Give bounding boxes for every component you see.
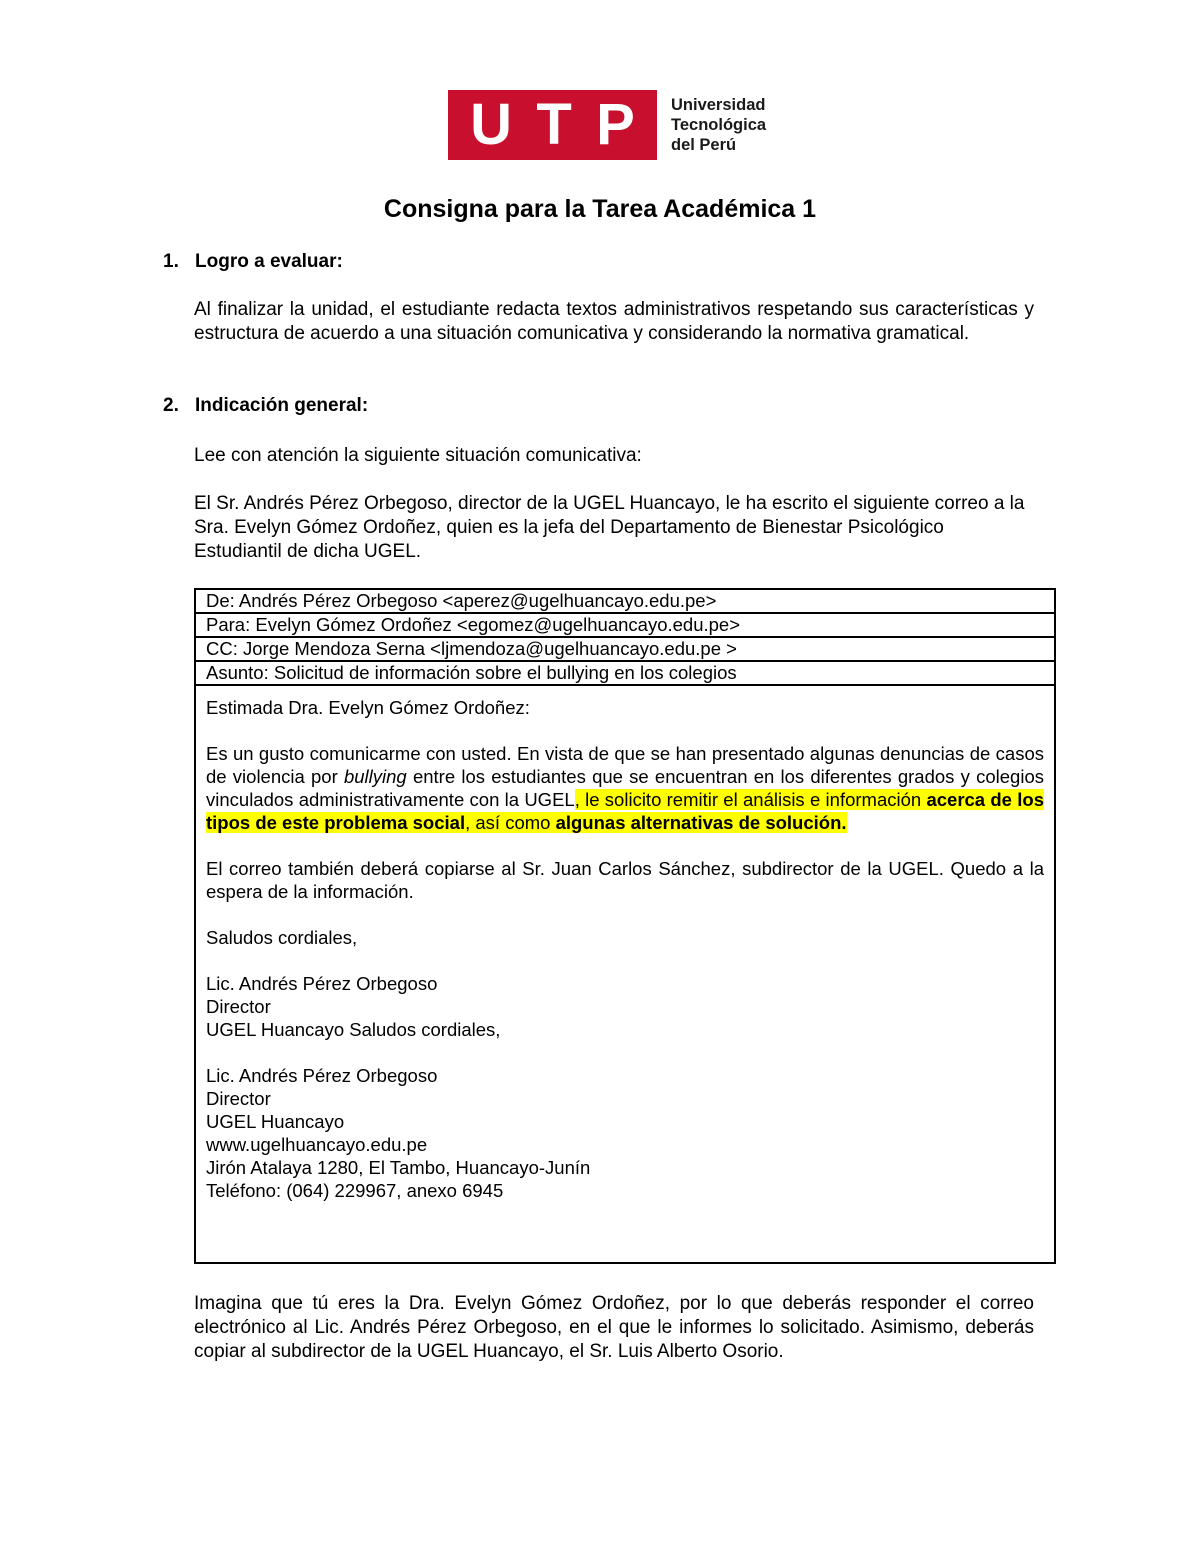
signature-1-org: UGEL Huancayo Saludos cordiales, <box>206 1019 501 1040</box>
email-para1-highlight-a: , le solicito remitir el análisis e información <box>574 789 927 810</box>
email-to: Para: Evelyn Gómez Ordoñez <egomez@ugelhuancayo.edu.pe> <box>196 614 1054 638</box>
email-para1-highlight-bold-1: acerca de los tipos de este problema social <box>206 789 1044 833</box>
email-from: De: Andrés Pérez Orbegoso <aperez@ugelhuancayo.edu.pe> <box>196 590 1054 614</box>
signature-2-name: Lic. Andrés Pérez Orbegoso <box>206 1065 438 1086</box>
email-subject: Asunto: Solicitud de información sobre el bullying en los colegios <box>196 662 1054 686</box>
section-2-number: 2. <box>163 395 179 416</box>
signature-2-address: Jirón Atalaya 1280, El Tambo, Huancayo-Junín <box>206 1157 591 1178</box>
section-1-heading <box>163 250 343 274</box>
logo-letter-p: P <box>596 92 635 157</box>
email-para1-text-a: Es un gusto comunicarme con usted. En vista de que se han presentado algunas denuncias de casos de violencia por <box>206 743 1044 787</box>
section-2-heading <box>163 394 368 418</box>
email-para1-highlight-bold-2: algunas alternativas de solución. <box>555 812 847 833</box>
email-paragraph-1 <box>206 742 1044 834</box>
section-1-number: 1. <box>163 251 179 272</box>
logo-line-2: Tecnológica <box>671 116 767 134</box>
logo-line-3: del Perú <box>671 136 737 154</box>
logo-wordmark <box>671 95 766 155</box>
email-cc: CC: Jorge Mendoza Serna <ljmendoza@ugelhuancayo.edu.pe > <box>196 638 1054 662</box>
email-closing: Saludos cordiales, <box>206 927 358 948</box>
signature-2-org: UGEL Huancayo <box>206 1111 345 1132</box>
section-1-text: Al finalizar la unidad, el estudiante redacta textos administrativos respetando sus características y estructura de acuerdo a una situación comunicativa y considerando la normativa gramatical. <box>194 299 1034 344</box>
utp-logo <box>448 90 766 160</box>
section-2-intro: Lee con atención la siguiente situación comunicativa: <box>194 445 642 466</box>
closing-instructions: Imagina que tú eres la Dra. Evelyn Gómez Ordoñez, por lo que deberás responder el correo electrónico al Lic. Andrés Pérez Orbegoso, en el que le informes lo solicitado. Asimismo, deberás copiar al subdirector de la UGEL Huancayo, el Sr. Luis Alberto Osorio. <box>194 1293 1034 1362</box>
email-greeting: Estimada Dra. Evelyn Gómez Ordoñez: <box>206 697 530 718</box>
email-para1-text-b: entre los estudiantes que se encuentran en los diferentes grados y colegios vinculados administrativamente con la UGEL <box>206 766 1044 810</box>
logo-line-1: Universidad <box>671 96 766 114</box>
email-paragraph-2: El correo también deberá copiarse al Sr. Juan Carlos Sánchez, subdirector de la UGEL. Quedo a la espera de la información. <box>206 858 1044 902</box>
email-box <box>194 588 1056 1264</box>
email-para1-italic: bullying <box>343 766 407 787</box>
section-2-title: Indicación general: <box>195 395 369 416</box>
logo-letter-t: T <box>536 92 572 157</box>
email-body <box>196 686 1054 1202</box>
section-1-title: Logro a evaluar: <box>195 251 343 272</box>
signature-2-web: www.ugelhuancayo.edu.pe <box>206 1134 428 1155</box>
signature-2-phone: Teléfono: (064) 229967, anexo 6945 <box>206 1180 504 1201</box>
signature-1-title: Director <box>206 996 271 1017</box>
signature-1-name: Lic. Andrés Pérez Orbegoso <box>206 973 438 994</box>
section-2-context: El Sr. Andrés Pérez Orbegoso, director de la UGEL Huancayo, le ha escrito el siguiente correo a la Sra. Evelyn Gómez Ordoñez, quien es la jefa del Departamento de Bienestar Psicológico Estudiantil de dicha UGEL. <box>194 493 1025 562</box>
logo-letter-u: U <box>470 92 513 157</box>
signature-2-title: Director <box>206 1088 271 1109</box>
email-para1-highlight-b: , así como <box>465 812 556 833</box>
utp-logo-mark <box>448 90 657 160</box>
page-title: Consigna para la Tarea Académica 1 <box>383 195 817 223</box>
